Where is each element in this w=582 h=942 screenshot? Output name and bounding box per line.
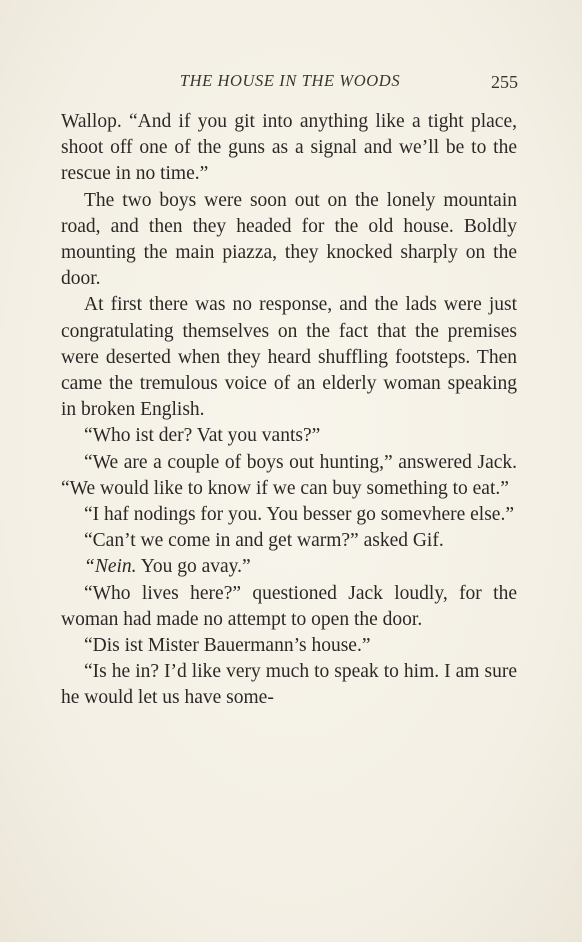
paragraph: At first there was no response, and the lads were just congratulating themselves on the fact that the premises were deserted when they heard shuffling footsteps. Then came the tremulous voice of an elderly woman speaking in broken English. <box>61 294 517 421</box>
running-head <box>62 68 518 98</box>
running-title: THE HOUSE IN THE WOODS <box>179 71 401 90</box>
paragraph: “Who lives here?” questioned Jack loudly, for the woman had made no attempt to open the door. <box>61 582 517 630</box>
body-text <box>61 109 517 712</box>
paragraph: “Dis ist Mister Bauermann’s house.” <box>84 635 371 657</box>
paragraph: “Can’t we come in and get warm?” asked Gif. <box>84 530 444 552</box>
page-number: 255 <box>491 72 518 92</box>
paragraph: “Is he in? I’d like very much to speak to him. I am sure he would let us have some- <box>61 661 517 709</box>
italic-word: “Nein. <box>84 556 137 578</box>
paragraph: Wallop. “And if you git into anything like a tight place, shoot off one of the guns as a signal and we’ll be to the rescue in no time.” <box>61 111 517 185</box>
paragraph-rest: You go avay.” <box>136 556 251 578</box>
paragraph: “Who ist der? Vat you vants?” <box>84 425 321 447</box>
paragraph <box>61 554 517 580</box>
paragraph: “I haf nodings for you. You besser go somevhere else.” <box>84 504 514 526</box>
paragraph: The two boys were soon out on the lonely mountain road, and then they headed for the old house. Boldly mounting the main piazza, they knocked sharply on the door. <box>61 189 517 290</box>
paragraph: “We are a couple of boys out hunting,” answered Jack. “We would like to know if we can buy something to eat.” <box>61 451 517 499</box>
